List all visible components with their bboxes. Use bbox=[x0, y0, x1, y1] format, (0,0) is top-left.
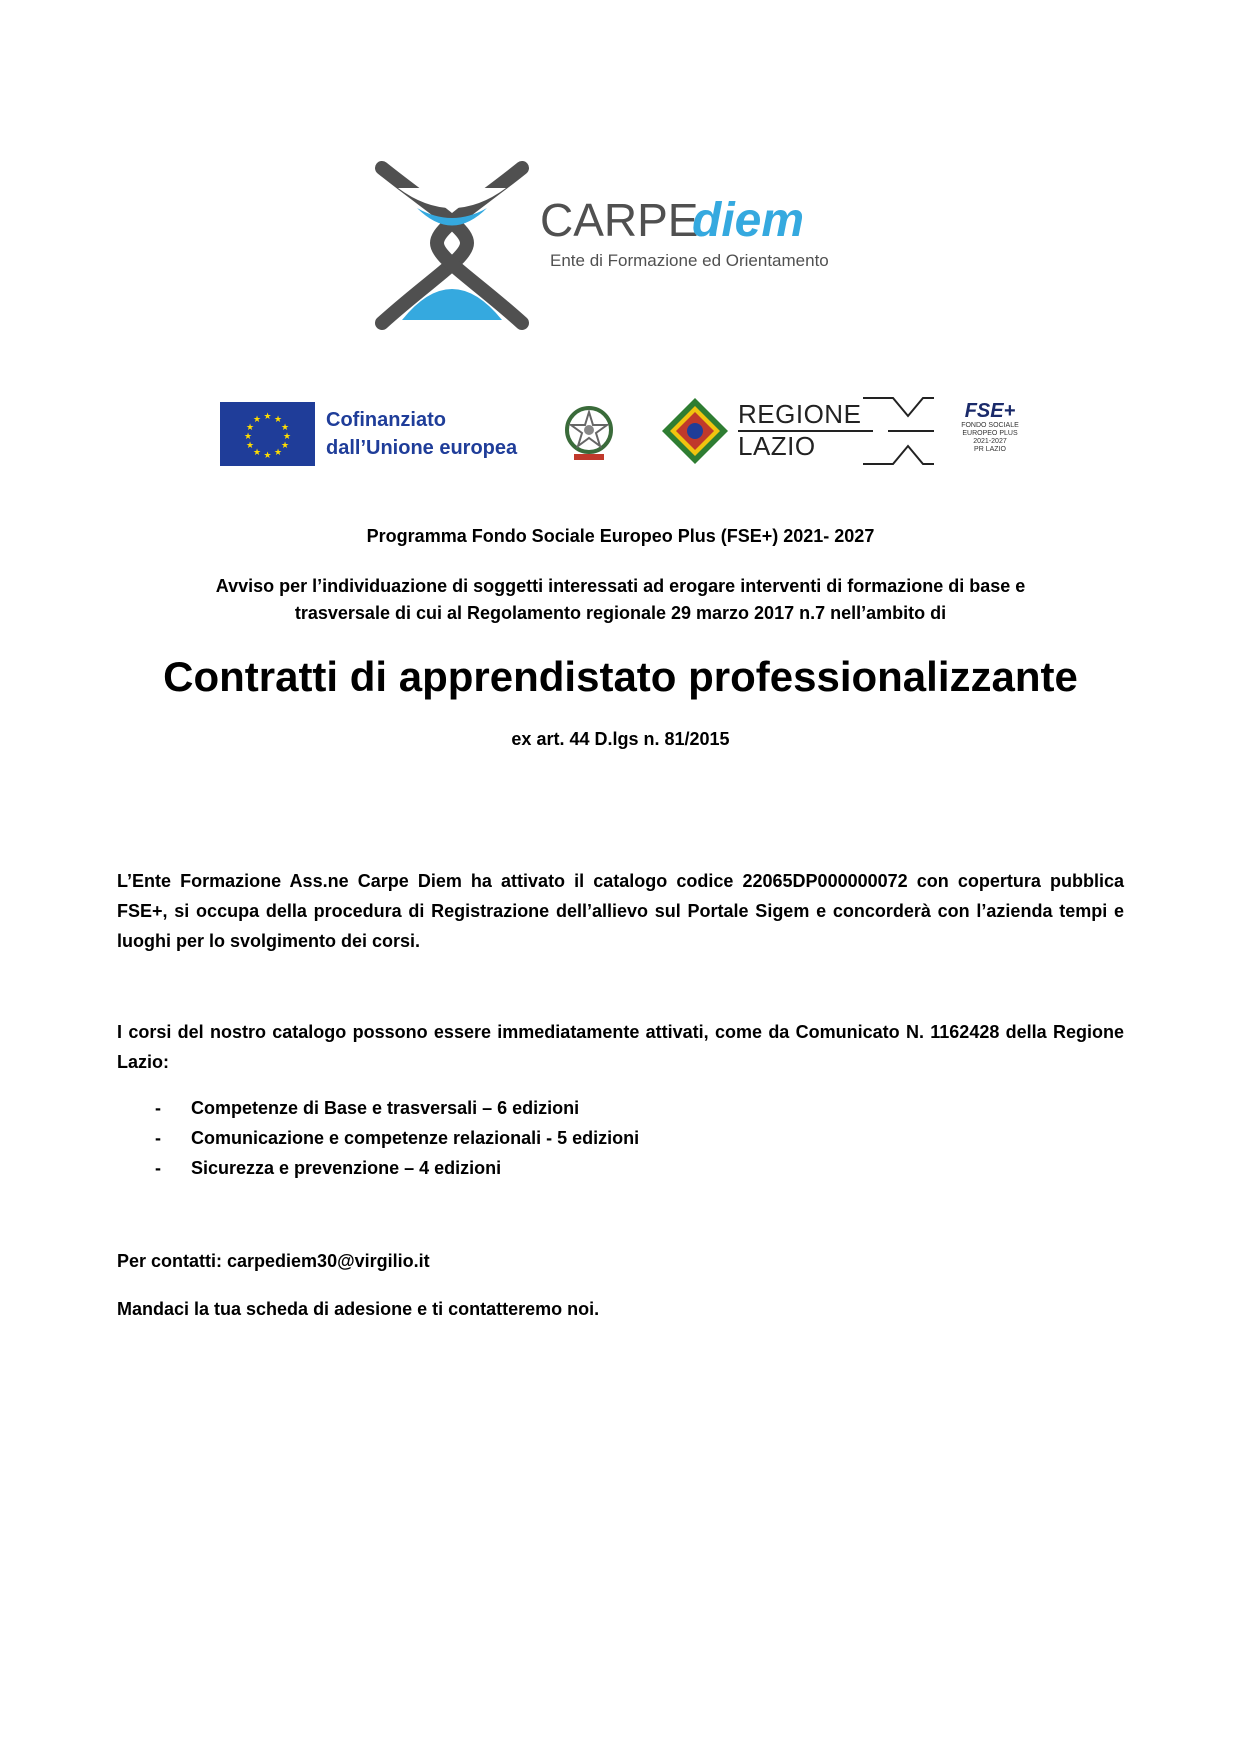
fse-line1: FONDO SOCIALE bbox=[961, 422, 1019, 429]
list-bullet: - bbox=[155, 1098, 161, 1118]
fse-line3: 2021-2027 bbox=[973, 438, 1007, 445]
svg-text:★: ★ bbox=[282, 432, 292, 442]
fse-plus-logo bbox=[960, 400, 1020, 466]
list-item bbox=[117, 1093, 1124, 1123]
italian-republic-emblem-icon bbox=[556, 400, 622, 466]
course-text: Sicurezza e prevenzione – 4 edizioni bbox=[191, 1158, 502, 1178]
regione-lazio-crest-icon bbox=[660, 396, 730, 466]
carpe-diem-logo bbox=[372, 148, 858, 336]
notice-text bbox=[117, 573, 1124, 627]
eu-cofinanced-text bbox=[326, 406, 517, 462]
brand-accent-text: diem bbox=[692, 194, 805, 247]
svg-text:★: ★ bbox=[280, 441, 290, 451]
svg-text:★: ★ bbox=[263, 412, 272, 422]
svg-text:★: ★ bbox=[243, 432, 253, 442]
svg-text:★: ★ bbox=[273, 415, 283, 425]
eu-text-line1: Cofinanziato bbox=[326, 409, 446, 431]
svg-text:★: ★ bbox=[280, 423, 290, 433]
notice-line2: trasversale di cui al Regolamento regionale 29 marzo 2017 n.7 nell’ambito di bbox=[294, 603, 947, 623]
notice-line1: Avviso per l’individuazione di soggetti interessati ad erogare interventi di formazione di base e bbox=[215, 576, 1026, 596]
list-bullet: - bbox=[155, 1128, 161, 1148]
svg-text:★: ★ bbox=[263, 451, 272, 461]
course-text: Comunicazione e competenze relazionali - 5 edizioni bbox=[191, 1128, 640, 1148]
page-title: Contratti di apprendistato professionalizzante bbox=[163, 653, 1078, 700]
eu-flag-icon bbox=[220, 402, 315, 466]
list-item bbox=[117, 1123, 1124, 1153]
fse-line2: EUROPEO PLUS bbox=[962, 430, 1018, 437]
fse-line4: PR LAZIO bbox=[974, 446, 1006, 453]
svg-text:★: ★ bbox=[245, 423, 255, 433]
eu-text-line2: dall’Unione europea bbox=[326, 437, 518, 459]
svg-text:★: ★ bbox=[252, 448, 262, 458]
regione-lazio-logo bbox=[738, 396, 938, 466]
fse-mark: FSE+ bbox=[964, 400, 1016, 422]
catalog-paragraph: I corsi del nostro catalogo possono essere immediatamente attivati, come da Comunicato N. 1162428 della Regione Lazio: bbox=[117, 1022, 1124, 1072]
law-reference: ex art. 44 D.lgs n. 81/2015 bbox=[511, 729, 730, 749]
contact-email: Per contatti: carpediem30@virgilio.it bbox=[117, 1251, 430, 1271]
list-item bbox=[117, 1153, 1124, 1183]
regione-text: REGIONE bbox=[738, 399, 862, 429]
course-list bbox=[117, 1093, 1124, 1183]
funding-logos-strip bbox=[0, 396, 1241, 468]
lazio-text: LAZIO bbox=[738, 431, 816, 461]
brand-tagline: Ente di Formazione ed Orientamento bbox=[550, 251, 829, 270]
brand-main-text: CARPE bbox=[540, 194, 699, 246]
course-text: Competenze di Base e trasversali – 6 edizioni bbox=[191, 1098, 580, 1118]
intro-paragraph: L’Ente Formazione Ass.ne Carpe Diem ha attivato il catalogo codice 22065DP000000072 con copertura pubblica FSE+, si occupa della procedura di Registrazione dell’allievo sul Portale Sigem e concorderà con l’azienda tempi e luoghi per lo svolgimento dei corsi. bbox=[117, 871, 1124, 951]
svg-text:★: ★ bbox=[273, 448, 283, 458]
program-title: Programma Fondo Sociale Europeo Plus (FSE+) 2021- 2027 bbox=[366, 526, 875, 546]
svg-text:★: ★ bbox=[252, 415, 262, 425]
closing-text: Mandaci la tua scheda di adesione e ti contatteremo noi. bbox=[117, 1299, 600, 1319]
svg-text:★: ★ bbox=[245, 441, 255, 451]
list-bullet: - bbox=[155, 1158, 161, 1178]
